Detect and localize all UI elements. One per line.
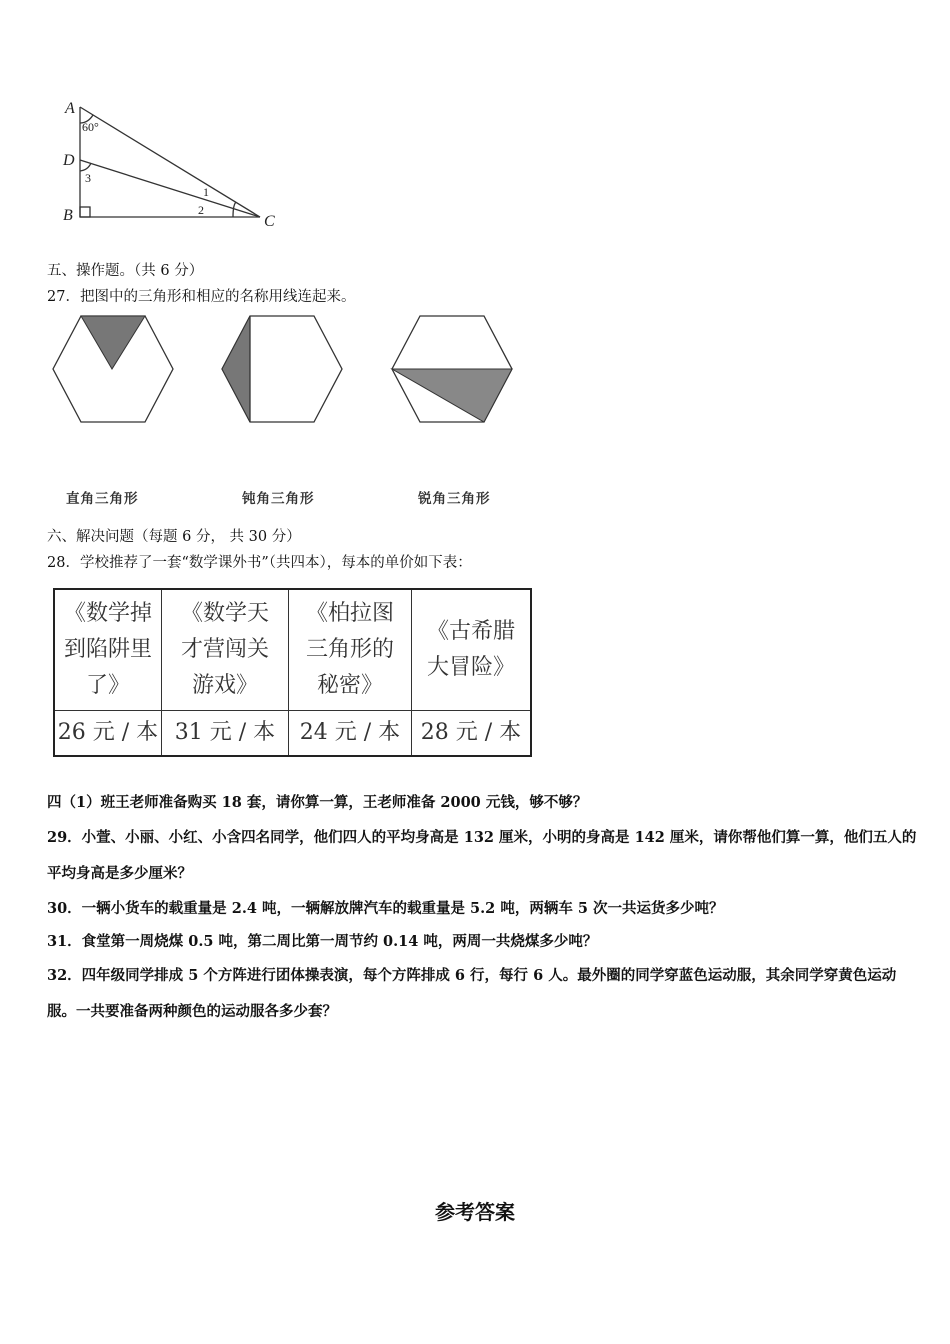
answer-title: 参考答案 — [435, 1200, 515, 1224]
angle-a-label: 60° — [82, 120, 99, 134]
label-c: C — [264, 213, 275, 230]
question-30: 30．一辆小货车的载重量是 2.4 吨，一辆解放牌汽车的载重量是 5.2 吨，两辆车 5 次一共运货多少吨？ — [47, 900, 724, 917]
angle-2-label: 2 — [198, 203, 204, 217]
right-angle-mark — [80, 207, 90, 217]
book-name-4: 《古希腊 大冒险》 — [412, 589, 532, 711]
hexagon-3 — [389, 313, 515, 425]
label-b: B — [63, 207, 73, 224]
book-price-3: 24 元 / 本 — [289, 711, 412, 757]
label-acute-triangle: 锐角三角形 — [418, 491, 491, 507]
question-28: 28．学校推荐了一套“数学课外书”（共四本），每本的单价如下表： — [47, 555, 472, 571]
side-ac — [80, 107, 260, 217]
section5-heading: 五、操作题。（共 6 分） — [47, 263, 204, 279]
angle-1-label: 1 — [203, 185, 209, 199]
label-obtuse-triangle: 钝角三角形 — [242, 491, 315, 507]
book-price-2: 31 元 / 本 — [162, 711, 289, 757]
label-a: A — [65, 100, 75, 117]
question-31: 31．食堂第一周烧煤 0.5 吨，第二周比第一周节约 0.14 吨，两周一共烧煤多少吨？ — [47, 933, 598, 950]
angle-3-label: 3 — [85, 171, 91, 185]
label-d: D — [63, 152, 75, 169]
book-name-3: 《柏拉图 三角形的 秘密》 — [289, 589, 412, 711]
hexagon-2 — [219, 313, 345, 425]
section6-heading: 六、解决问题（每题 6 分， 共 30 分） — [47, 529, 301, 545]
book-price-table — [53, 588, 532, 757]
triangle-figure — [55, 95, 295, 235]
shaded-triangle-2 — [222, 316, 250, 422]
hexagon-1 — [50, 313, 176, 425]
book-name-2: 《数学天 才营闯关 游戏》 — [162, 589, 289, 711]
question-27: 27．把图中的三角形和相应的名称用线连起来。 — [47, 289, 356, 305]
book-price-1: 26 元 / 本 — [54, 711, 162, 757]
shaded-triangle-3 — [392, 369, 512, 422]
shaded-triangle-1 — [81, 316, 145, 369]
book-price-4: 28 元 / 本 — [412, 711, 532, 757]
question-32: 32．四年级同学排成 5 个方阵进行团体操表演，每个方阵排成 6 行，每行 6 人。最外圈的同学穿蓝色运动服，其余同学穿黄色运动服。一共要准备两种颜色的运动服各多少套？ — [47, 967, 897, 1020]
question-29: 29．小萱、小丽、小红、小含四名同学，他们四人的平均身高是 132 厘米，小明的身高是 142 厘米，请你帮他们算一算，他们五人的平均身高是多少厘米？ — [47, 829, 917, 882]
label-right-triangle: 直角三角形 — [66, 491, 139, 507]
book-name-1: 《数学掉 到陷阱里 了》 — [54, 589, 162, 711]
question-28-ask: 四（1）班王老师准备购买 18 套，请你算一算，王老师准备 2000 元钱，够不够？ — [47, 794, 588, 811]
angle-3-arc — [80, 163, 91, 171]
